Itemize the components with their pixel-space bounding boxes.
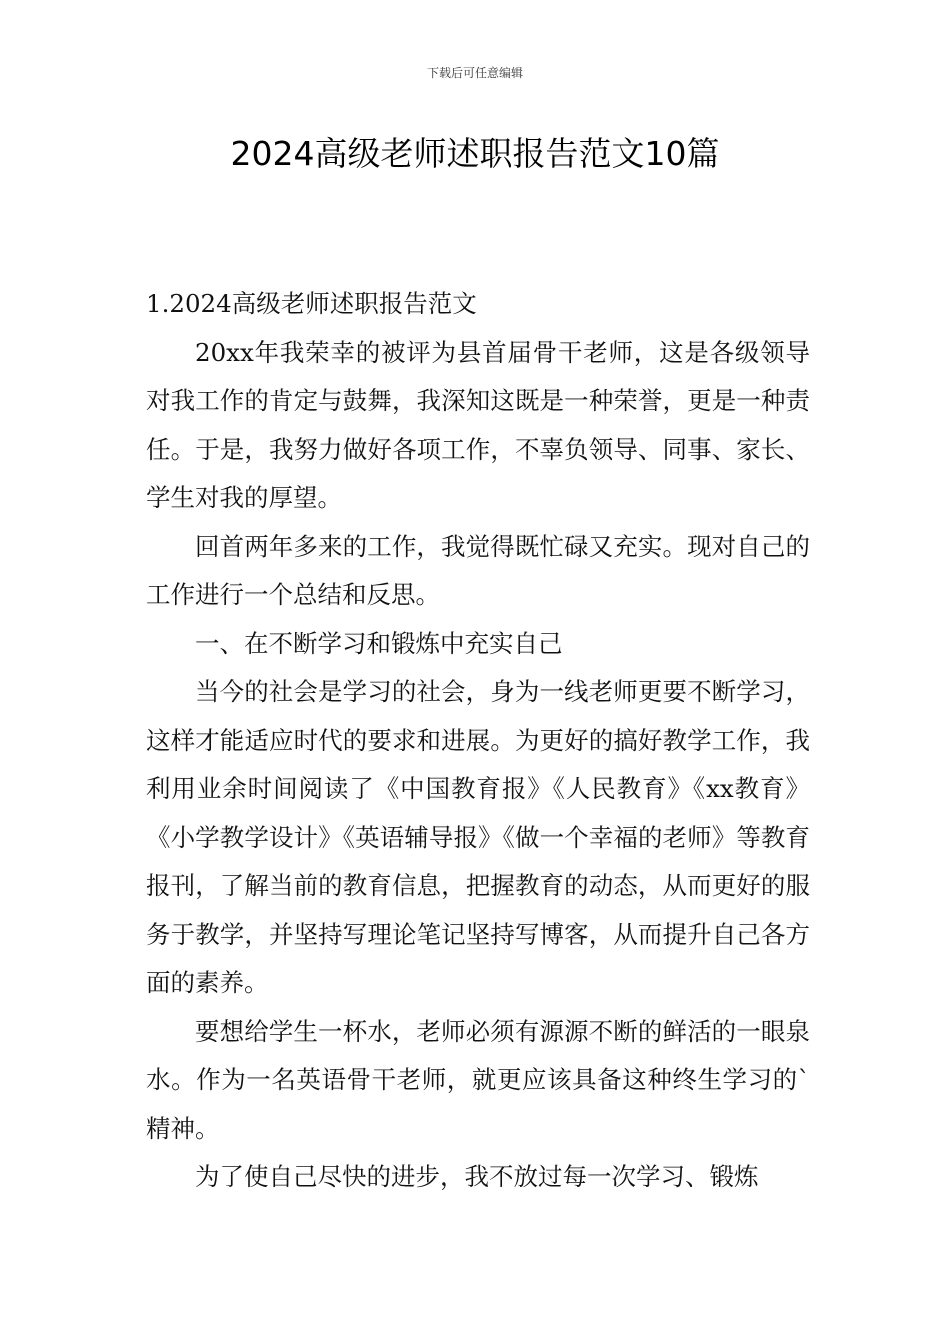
subsection-heading: 一、在不断学习和锻炼中充实自己: [195, 628, 563, 658]
document-body: [146, 280, 810, 1202]
paragraph: 当今的社会是学习的社会，身为一线老师更要不断学习，这样才能适应时代的要求和进展。为更好的搞好教学工作，我利用业余时间阅读了《中国教育报》《人民教育》《xx教育》《小学教学设计》《英语辅导报》《做一个幸福的老师》等教育报刊，了解当前的教育信息，把握教育的动态，从而更好的服务于教学，并坚持写理论笔记坚持写博客，从而提升自己各方面的素养。: [146, 677, 810, 997]
document-title: 2024高级老师述职报告范文10篇: [230, 134, 720, 173]
section-heading: 1.2024高级老师述职报告范文: [146, 289, 477, 318]
paragraph: 20xx年我荣幸的被评为县首届骨干老师，这是各级领导对我工作的肯定与鼓舞，我深知这既是一种荣誉，更是一种责任。于是，我努力做好各项工作，不辜负领导、同事、家长、学生对我的厚望。: [146, 337, 810, 512]
header-note: 下载后可任意编辑: [426, 66, 523, 80]
paragraph: 为了使自己尽快的进步，我不放过每一次学习、锻炼: [195, 1162, 759, 1191]
paragraph: 要想给学生一杯水，老师必须有源源不断的鲜活的一眼泉水。作为一名英语骨干老师，就更应该具备这种终生学习的`精神。: [146, 1016, 810, 1143]
paragraph: 回首两年多来的工作，我觉得既忙碌又充实。现对自己的工作进行一个总结和反思。: [146, 531, 810, 609]
